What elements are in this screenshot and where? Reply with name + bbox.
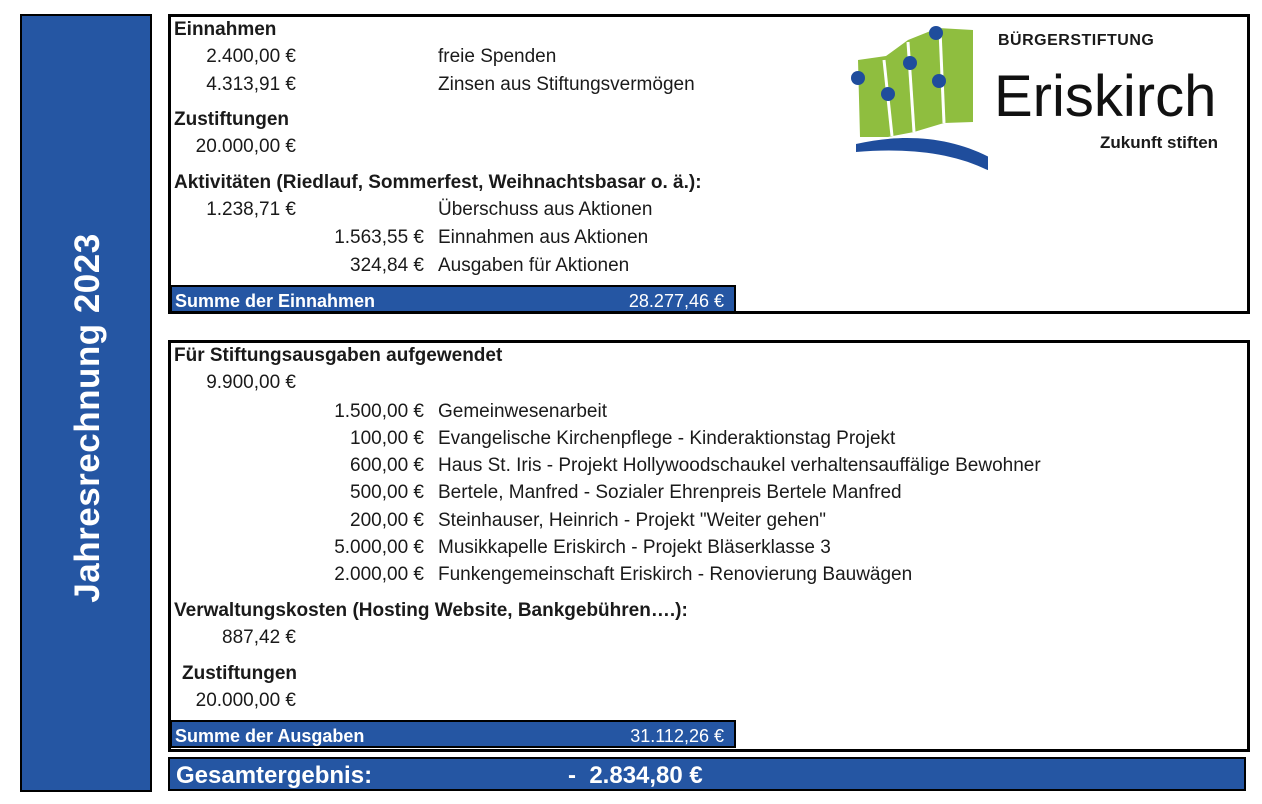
- income-sum-value: 28.277,46 €: [628, 291, 724, 311]
- sidebar: [20, 14, 152, 792]
- foundation-total: 9.900,00 €: [206, 372, 296, 393]
- income-heading: Einnahmen: [174, 19, 277, 40]
- expenses-endowments-amount: 20.000,00 €: [195, 690, 296, 711]
- income-sum-bar: [170, 285, 736, 313]
- foundation-heading: Für Stiftungsausgaben aufgewendet: [174, 345, 503, 366]
- expense-amount: 200,00 €: [350, 510, 424, 531]
- activities-detail-amount: 1.563,55 €: [334, 227, 424, 248]
- expense-label: Evangelische Kirchenpflege - Kinderaktionstag Projekt: [438, 428, 896, 449]
- logo-org: BÜRGERSTIFTUNG: [998, 32, 1155, 49]
- admin-amount: 887,42 €: [222, 627, 296, 648]
- income-endowments-amount: 20.000,00 €: [195, 136, 296, 157]
- logo-name: Eriskirch: [994, 64, 1217, 129]
- expense-amount: 100,00 €: [350, 428, 424, 449]
- expense-amount: 600,00 €: [350, 455, 424, 476]
- expense-amount: 500,00 €: [350, 482, 424, 503]
- total-value: - 2.834,80 €: [568, 762, 703, 789]
- admin-heading: Verwaltungskosten (Hosting Website, Bankgebühren….):: [174, 600, 688, 621]
- expenses-sum-value: 31.112,26 €: [630, 726, 724, 746]
- income-label: Zinsen aus Stiftungsvermögen: [438, 74, 695, 95]
- expense-label: Bertele, Manfred - Sozialer Ehrenpreis Bertele Manfred: [438, 482, 902, 503]
- expenses-endowments-heading: Zustiftungen: [182, 663, 298, 684]
- expense-label: Haus St. Iris - Projekt Hollywoodschaukel verhaltensauffälige Bewohner: [438, 455, 1041, 476]
- total-bar: [168, 757, 1246, 791]
- expense-amount: 1.500,00 €: [334, 401, 424, 422]
- activities-detail-label: Einnahmen aus Aktionen: [438, 227, 649, 248]
- total-label: Gesamtergebnis:: [176, 762, 373, 789]
- expense-amount: 5.000,00 €: [334, 537, 424, 558]
- expense-label: Funkengemeinschaft Eriskirch - Renovierung Bauwägen: [438, 564, 913, 585]
- logo-slogan: Zukunft stiften: [1100, 133, 1219, 152]
- activities-detail-label: Ausgaben für Aktionen: [438, 255, 630, 276]
- income-amount: 2.400,00 €: [206, 46, 296, 67]
- expense-label: Steinhauser, Heinrich - Projekt "Weiter gehen": [438, 510, 827, 531]
- activities-detail-amount: 324,84 €: [350, 255, 424, 276]
- logo-graphic: [848, 20, 988, 180]
- logo: [848, 20, 1238, 180]
- expenses-sum-label: Summe der Ausgaben: [175, 726, 365, 746]
- expense-label: Gemeinwesenarbeit: [438, 401, 607, 422]
- expense-label: Musikkapelle Eriskirch - Projekt Bläserklasse 3: [438, 537, 831, 558]
- activities-heading: Aktivitäten (Riedlauf, Sommerfest, Weihnachtsbasar o. ä.):: [174, 172, 702, 193]
- activities-surplus-label: Überschuss aus Aktionen: [438, 199, 653, 220]
- activities-surplus-amount: 1.238,71 €: [206, 199, 296, 220]
- expenses-sum-bar: [170, 720, 736, 748]
- income-sum-label: Summe der Einnahmen: [175, 291, 376, 311]
- sidebar-title: Jahresrechnung 2023: [68, 233, 107, 603]
- expense-amount: 2.000,00 €: [334, 564, 424, 585]
- income-label: freie Spenden: [438, 46, 557, 67]
- income-amount: 4.313,91 €: [206, 74, 296, 95]
- income-endowments-heading: Zustiftungen: [174, 109, 290, 130]
